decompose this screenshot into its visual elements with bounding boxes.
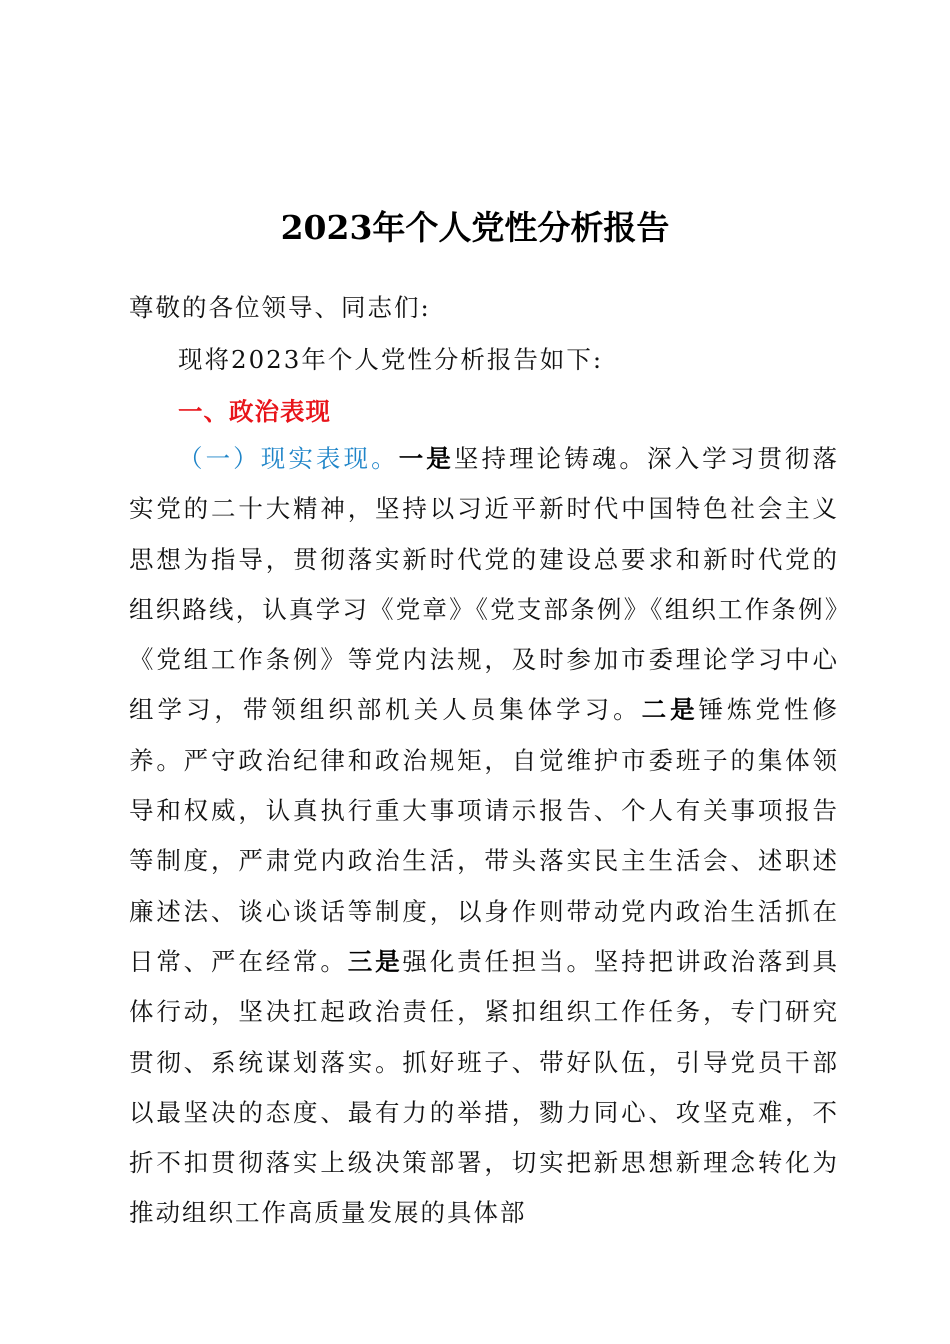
point-label-2: 二是 (641, 695, 699, 725)
point-label-3: 三是 (347, 946, 403, 976)
intro-paragraph: 现将2023年个人党性分析报告如下: (178, 345, 604, 374)
section-heading: 一、政治表现 (178, 397, 331, 426)
point-text-1: 坚持理论铸魂。深入学习贯彻落实党的二十大精神，坚持以习近平新时代中国特色社会主义思想为指导，贯彻落实新时代党的建设总要求和新时代党的组织路线，认真学习《党章》《党支部条例》《组织工作条例》《党组工作条例》等党内法规，及时参加市委理论学习中心组学习，带领组织部机关人员集体学习。 (129, 444, 840, 725)
point-text-3: 强化责任担当。坚持把讲政治落到具体行动，坚决扛起政治责任，紧扣组织工作任务，专门研究贯彻、系统谋划落实。抓好班子、带好队伍，引导党员干部以最坚决的态度、最有力的举措，勠力同心、攻坚克难，不折不扣贯彻落实上级决策部署，切实把新思想新理念转化为推动组织工作高质量发展的具体部 (129, 946, 840, 1228)
document-title: 2023年个人党性分析报告 (280, 208, 670, 247)
point-label-1: 一是 (398, 444, 454, 473)
point-text-2: 锤炼党性修养。严守政治纪律和政治规矩，自觉维护市委班子的集体领导和权威，认真执行重大事项请示报告、个人有关事项报告等制度，严肃党内政治生活，带头落实民主生活会、述职述廉述法、谈心谈话等制度，以身作则带动党内政治生活抓在日常、严在经常。 (129, 695, 840, 976)
salutation: 尊敬的各位领导、同志们: (129, 293, 431, 322)
body-paragraph (129, 434, 839, 1239)
sub-heading: （一）现实表现。 (178, 444, 399, 473)
